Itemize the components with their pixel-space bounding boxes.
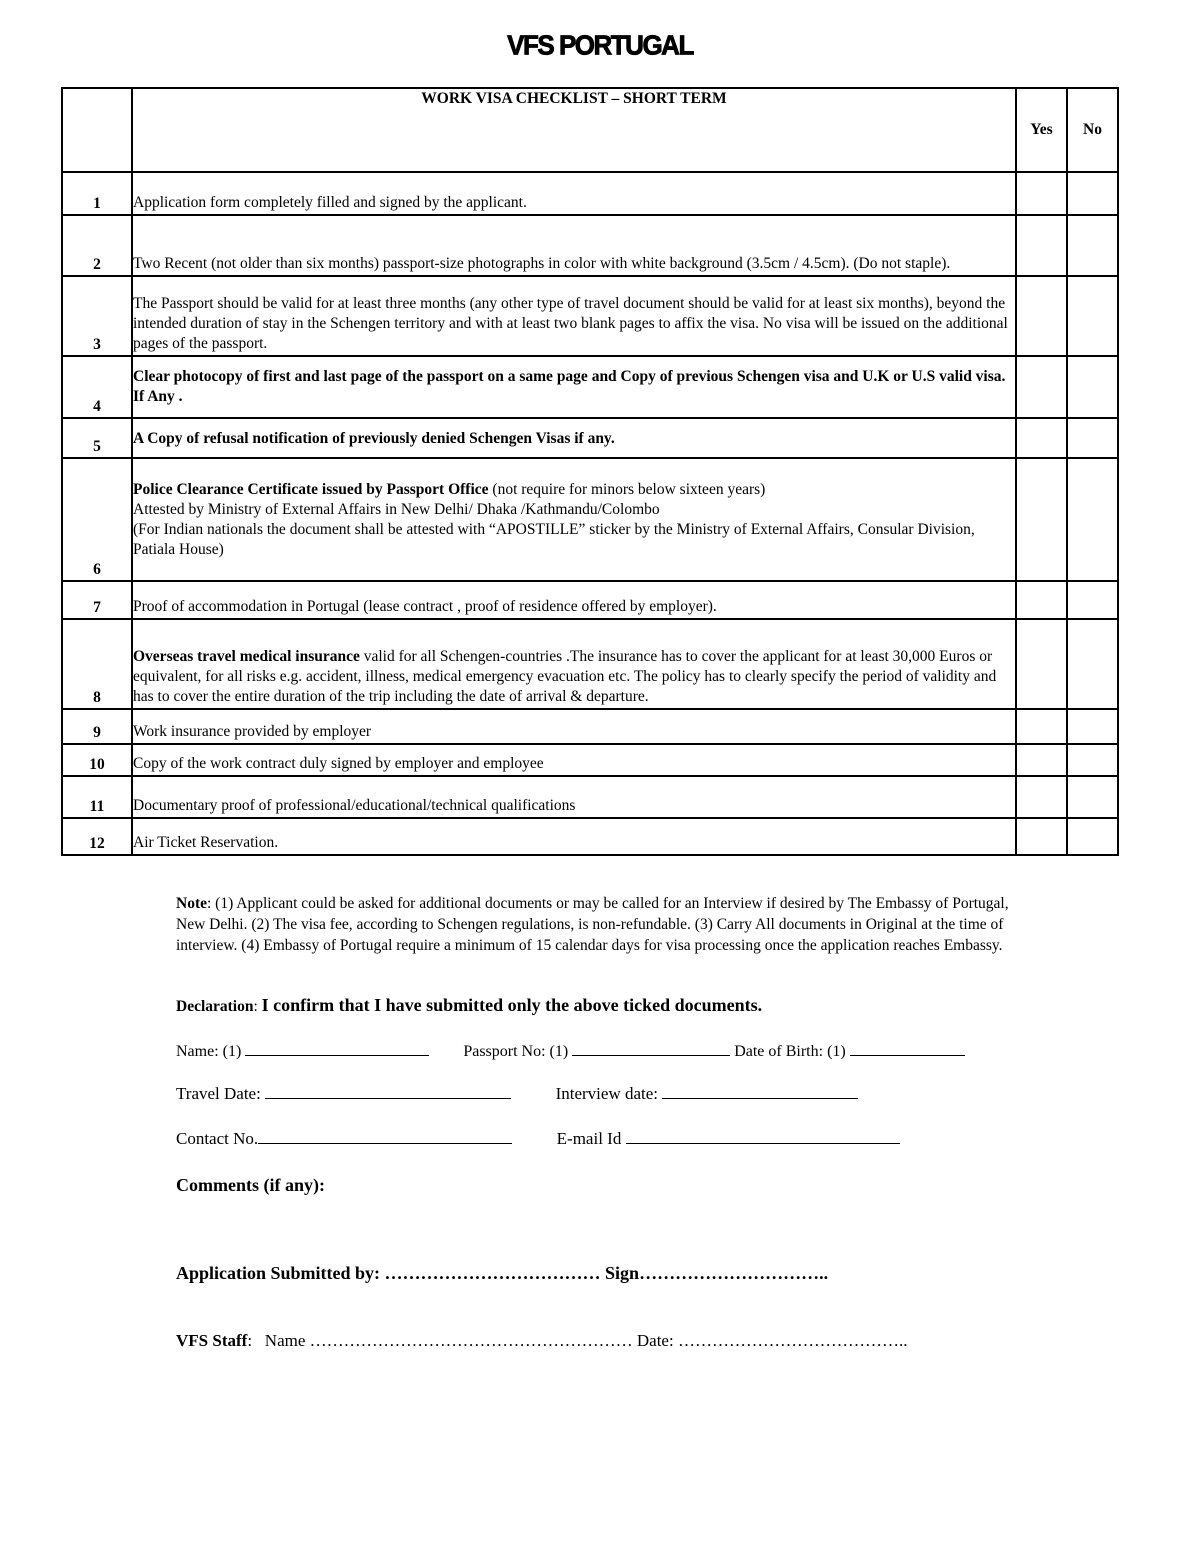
no-column-header: No (1067, 88, 1118, 172)
yes-checkbox-cell[interactable] (1016, 709, 1067, 744)
row-number: 9 (62, 709, 132, 744)
yes-checkbox-cell[interactable] (1016, 458, 1067, 581)
yes-checkbox-cell[interactable] (1016, 744, 1067, 776)
yes-checkbox-cell[interactable] (1016, 356, 1067, 418)
note-label: Note (176, 895, 207, 912)
table-row (62, 276, 1118, 356)
table-row (62, 172, 1118, 215)
yes-checkbox-cell[interactable] (1016, 215, 1067, 276)
table-header-row (62, 88, 1118, 172)
yes-checkbox-cell[interactable] (1016, 276, 1067, 356)
table-row (62, 356, 1118, 418)
table-row (62, 744, 1118, 776)
submitted-dots: ……………………………… (384, 1263, 601, 1283)
staff-name-label: Name (264, 1331, 306, 1350)
yes-checkbox-cell[interactable] (1016, 418, 1067, 458)
no-checkbox-cell[interactable] (1067, 172, 1118, 215)
table-row (62, 215, 1118, 276)
row-text-content: Air Ticket Reservation. (133, 834, 279, 851)
row-text (132, 709, 1016, 744)
no-checkbox-cell[interactable] (1067, 818, 1118, 855)
checklist-title: WORK VISA CHECKLIST – SHORT TERM (132, 88, 1016, 172)
row-text (132, 776, 1016, 818)
row-text-content: Two Recent (not older than six months) passport-size photographs in color with white background (3.5cm / 4.5cm). (Do not staple). (133, 255, 951, 272)
travel-date-label: Travel Date: (176, 1084, 261, 1103)
sign-dots: ………………………….. (639, 1263, 829, 1283)
passport-field[interactable] (572, 1040, 730, 1056)
contact-fields-row (176, 1128, 900, 1149)
staff-date-label: Date: (636, 1331, 674, 1350)
table-row (62, 418, 1118, 458)
note-text: : (1) Applicant could be asked for additional documents or may be called for an Interview if desired by The Embassy of Portugal, New Delhi. (2) The visa fee, according to Schengen regulations, is non-refundable. (3) Carry All documents in Original at the time of interview. (4) Embassy of Portugal require a minimum of 15 calendar days for visa processing once the application reaches Embassy. (176, 895, 1009, 954)
row-text-content: The Passport should be valid for at least three months (any other type of travel document should be valid for at least six months), beyond the intended duration of stay in the Schengen territory and with at least two blank pages to affix the visa. No visa will be issued on the additional pages of the passport. (133, 295, 1008, 352)
table-row (62, 458, 1118, 581)
sign-label: Sign (605, 1263, 640, 1283)
no-checkbox-cell[interactable] (1067, 215, 1118, 276)
yes-checkbox-cell[interactable] (1016, 776, 1067, 818)
no-checkbox-cell[interactable] (1067, 418, 1118, 458)
no-checkbox-cell[interactable] (1067, 276, 1118, 356)
comments-heading: Comments (if any): (176, 1175, 325, 1195)
declaration-text: I confirm that I have submitted only the above ticked documents. (261, 995, 763, 1015)
row-text (132, 172, 1016, 215)
row-number: 2 (62, 215, 132, 276)
interview-date-label: Interview date: (555, 1084, 659, 1103)
row-text-content: (not require for minors below sixteen years) (488, 481, 766, 498)
interview-date-field[interactable] (662, 1083, 858, 1099)
row-number: 8 (62, 619, 132, 709)
yes-checkbox-cell[interactable] (1016, 818, 1067, 855)
row-number: 11 (62, 776, 132, 818)
staff-name-dots: ………………………………………………… (309, 1331, 633, 1350)
yes-checkbox-cell[interactable] (1016, 619, 1067, 709)
row-text-content: Work insurance provided by employer (133, 723, 372, 740)
identity-fields-row (176, 1040, 965, 1061)
name-label: Name: (1) (176, 1043, 242, 1060)
row-text-content: Clear photocopy of first and last page of the passport on a same page and Copy of previous Schengen visa and U.K or U.S valid visa. If Any . (133, 368, 1006, 405)
declaration: Declaration: I confirm that I have submitted only the above ticked documents. (176, 995, 763, 1015)
row-text-content: A Copy of refusal notification of previously denied Schengen Visas if any. (133, 430, 615, 447)
row-text (132, 356, 1016, 418)
row-text (132, 581, 1016, 619)
no-checkbox-cell[interactable] (1067, 744, 1118, 776)
email-field[interactable] (626, 1128, 900, 1144)
row-text-content: Application form completely filled and signed by the applicant. (133, 194, 527, 211)
row-text (132, 276, 1016, 356)
row-number: 7 (62, 581, 132, 619)
no-checkbox-cell[interactable] (1067, 619, 1118, 709)
row-text-content: valid for all Schengen-countries .The insurance has to cover the applicant for at least 30,000 Euros or equivalent, for all risks e.g. accident, illness, medical emergency evacuation etc. The policy has to clearly specify the period of validity and has to cover the entire duration of the trip including the date of arrival & departure. (133, 648, 997, 705)
row-text (132, 619, 1016, 709)
name-field[interactable] (245, 1040, 429, 1056)
row-text (132, 418, 1016, 458)
staff-label: VFS Staff (176, 1331, 248, 1350)
no-checkbox-cell[interactable] (1067, 709, 1118, 744)
row-text-bold: Police Clearance Certificate issued by Passport Office (133, 481, 489, 498)
header-num-cell (62, 88, 132, 172)
no-checkbox-cell[interactable] (1067, 581, 1118, 619)
email-label: E-mail Id (556, 1129, 622, 1148)
row-text-content: Copy of the work contract duly signed by employer and employee (133, 755, 544, 772)
no-checkbox-cell[interactable] (1067, 356, 1118, 418)
table-row (62, 818, 1118, 855)
row-text (132, 215, 1016, 276)
vfs-staff-row: VFS Staff: Name ………………………………………………… Date: ………………………………….. (176, 1331, 908, 1350)
no-checkbox-cell[interactable] (1067, 458, 1118, 581)
staff-date-dots: ………………………………….. (677, 1331, 908, 1350)
row-number: 1 (62, 172, 132, 215)
row-number: 4 (62, 356, 132, 418)
row-text-content: Proof of accommodation in Portugal (lease contract , proof of residence offered by employer). (133, 598, 717, 615)
row-text (132, 744, 1016, 776)
table-row (62, 619, 1118, 709)
row-text (132, 818, 1016, 855)
yes-checkbox-cell[interactable] (1016, 172, 1067, 215)
row-number: 3 (62, 276, 132, 356)
row-number: 10 (62, 744, 132, 776)
submitted-label: Application Submitted by: (176, 1263, 381, 1283)
contact-field[interactable] (258, 1128, 512, 1144)
application-submitted-row (176, 1263, 828, 1284)
declaration-label: Declaration (176, 998, 254, 1015)
yes-checkbox-cell[interactable] (1016, 581, 1067, 619)
row-text-bold: Overseas travel medical insurance (133, 648, 360, 665)
table-row (62, 581, 1118, 619)
row-text-line: (For Indian nationals the document shall be attested with “APOSTILLE” sticker by the Ministry of External Affairs, Consular Division, Patiala House) (133, 521, 975, 558)
contact-label: Contact No. (176, 1129, 259, 1148)
travel-fields-row (176, 1083, 858, 1104)
checklist-table (61, 87, 1119, 856)
passport-label: Passport No: (1) (463, 1043, 569, 1060)
dob-label: Date of Birth: (1) (734, 1043, 846, 1060)
row-text (132, 458, 1016, 581)
yes-column-header: Yes (1016, 88, 1067, 172)
no-checkbox-cell[interactable] (1067, 776, 1118, 818)
note-paragraph (176, 893, 1026, 956)
dob-field[interactable] (850, 1040, 965, 1056)
row-number: 6 (62, 458, 132, 581)
row-number: 5 (62, 418, 132, 458)
table-row (62, 709, 1118, 744)
row-text-content: Documentary proof of professional/educational/technical qualifications (133, 797, 576, 814)
row-text-line: Attested by Ministry of External Affairs in New Delhi/ Dhaka /Kathmandu/Colombo (133, 501, 660, 518)
table-row (62, 776, 1118, 818)
row-number: 12 (62, 818, 132, 855)
travel-date-field[interactable] (265, 1083, 511, 1099)
page-title: VFS PORTUGAL (507, 29, 693, 61)
